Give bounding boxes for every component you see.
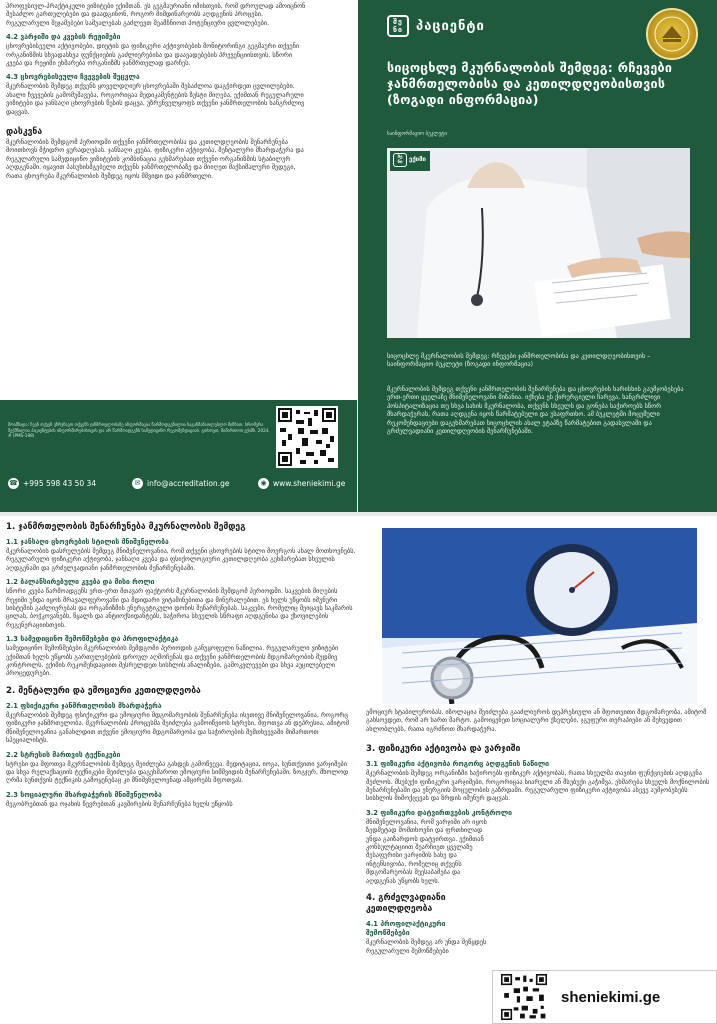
- contact-footer: [0, 400, 357, 512]
- section-2-3-continued: ემოციურ სტაბილურობას. იზოლაცია შეიძლება გააძლიეროს დეპრესიული ან შფოთვითი მდგომარეობა, ამიტომ გახსოვდეთ, რომ არ ხართ მარტო. გამოიყენეთ სოციალური ქსელები, ჯგუფური თერაპიები ან შეხვედით ახლობლებს, რათა იგრძნოთ მხარდაჭერა.: [366, 709, 707, 733]
- brand-header: [387, 15, 485, 37]
- left-column-text: [6, 2, 306, 181]
- globe-icon: ◉: [258, 478, 269, 489]
- website-contact[interactable]: [258, 478, 345, 489]
- conclusion-heading: დასკვნა: [6, 127, 43, 138]
- section-2-2-heading: 2.2 სტრესის მართვის ტექნიკები: [6, 750, 121, 759]
- inner-left-column: [6, 520, 356, 809]
- section-2-heading: 2. მენტალური და ემოციური კეთილდღეობა: [6, 685, 201, 696]
- brand-name: პაციენტი: [416, 18, 485, 34]
- cover-introduction: მკურნალობის შემდეგ თქვენი ჯანმრთელობის შენარჩუნება და ცხოვრების ხარისხის გაუმჯობესება ერთ-ერთი ყველაზე მნიშვნელოვანი მიზანია. იქნება ეს ქირურგიული ჩარევა, ხანგრძლივი ჰოსპიტალიზაცია თუ სხვა სახის მკურნალობა, თქვენს სხეულს და გონება საჭიროებს სწორ მხარდაჭერას, რათა აღდგენა იყოს წარმატებული და უსაფრთხო. ამ ბუკლეტში მოცემული რეკომენდაციები დაგეხმარებათ სიცოცხლის ახალ ეტაპზე წარმატებით გადასვლაში და გრძელვადიანი კეთილდღეობის შენარჩუნებაში.: [387, 386, 684, 436]
- qr-code-icon: [278, 408, 336, 466]
- website-url[interactable]: sheniekimi.ge: [561, 988, 661, 1006]
- seal-emblem-icon: [648, 10, 696, 58]
- section-4-1-body: მკურნალობის შემდეგ არ უნდა შეწყდეს რეგულარული შემოწმებები: [366, 939, 487, 955]
- website-qr-icon: [501, 974, 547, 1020]
- section-1-1-body: მკურნალობის დასრულების შემდეგ მნიშვნელოვანია, რომ თქვენი ცხოვრების სტილი მოერგოს ახალ მოთხოვნებს. რეგულარული ფიზიკური აქტივობა, ჯანსაღი კვება და ფსიქოლოგიური კეთილდღეობა გეხმარებათ სხეულის აღდგენაში და გრძელვადიანი ჯანმრთელობის შენარჩუნებაში.: [6, 548, 356, 572]
- cover-caption: სიცოცხლე მკურნალობის შემდეგ: რჩევები ჯანმრთელობისა და კეთილდღეობისთვის – საინფორმაციო ბუკლეტი (ზოგადი ინფორმაცია): [387, 353, 651, 369]
- brochure-inner-page: [0, 516, 717, 1024]
- section-1-3-body: სამედიცინო შემოწმებები მკურნალობის შემდგომი პერიოდის განუყოფელი ნაწილია. რეგულარული ვიზიტები ექიმთან ხელს უწყობს გართულებების დროულ აღმოჩენას და თქვენი ჯანმრთელობის მდგომარეობის მუდმივ კონტროლს. ექიმის რეკომენდაციით შესრულდეთ სისხლის ანალიზები, გამოკვლევები და სხვა აუცილებელი პროცედურები.: [6, 645, 339, 678]
- section-2-3-heading: 2.3 სოციალური მხარდაჭერის მნიშვნელობა: [6, 790, 162, 799]
- intro-paragraph: პროფესიულ-პრაქტიკული ვიზიტები ექიმთან. ეს გეგმაურიანი იმისთვის, რომ დროულად ამოიცნონ შესაძლო გართულებები და დაადგინონ, როგორ მიმდინარეობს აღდგენის პროცესი. რეგულარული შეჯამებები საშუალებას გაძლევთ შეამჩნიოთ პოტენციური ცვლილებები.: [6, 3, 306, 27]
- phone-number: +995 598 43 50 34: [23, 479, 97, 488]
- phone-icon: ☎: [9, 479, 18, 487]
- brand-logo: შე ნი: [387, 15, 409, 37]
- accreditation-seal-icon: [646, 8, 698, 60]
- section-4-3-heading: 4.3 ცხოვრებისეული ჩვევების შეცვლა: [6, 73, 140, 82]
- section-4-1-heading: 4.1 პროფილაქტიკური შემოწმებები: [366, 920, 446, 938]
- inner-right-column: [366, 708, 711, 956]
- section-3-2-heading: 3.2 ფიზიკური დატვირთვების კონტროლი: [366, 808, 512, 817]
- section-4-heading: 4. გრძელვადიანი კეთილდღეობა: [366, 893, 446, 915]
- stethoscope-photo: [382, 528, 697, 704]
- section-3-heading: 3. ფიზიკური აქტივობა და ვარჯიში: [366, 744, 521, 755]
- stethoscope-illustration: [382, 528, 697, 704]
- email-address: info@accreditation.ge: [147, 479, 230, 488]
- section-2-1-body: მკურნალობის შემდეგ ფსიქიკური და ემოციური მდგომარეობის შენარჩუნება ისეთივე მნიშვნელოვანია, როგორც ფიზიკური ჯანმრთელობა. მკურნალობის პროცესმა შეიძლება გამოიწვიოს სტრესი, შფოთვა ან დეპრესია, ამიტომ მნიშვნელოვანია განახლდით თქვენი ემოციური მდგომარეობა და საჭიროების შემთხვევაში მიმართოთ სპეციალისტს.: [6, 711, 349, 745]
- section-1-3-heading: 1.3 სამედიცინო შემოწმებები და პროფილაქტიკა: [6, 635, 179, 644]
- section-1-2-body: სწორი კვება წარმოადგენს ერთ-ერთ მთავარ ფაქტორს მკურნალობის შემდგომ პერიოდში. საკვების მიღების რეჟიმი უნდა იყოს მრავალფეროვანი და მდიდარი ვიტამინებითა და მინერალებით. ეს ხელს უწყობს იმუნური სისტემის გაძლიერებას და ორგანიზმის ენერგეტიკული დონის შენარჩუნებას. საკვები, რომელიც შეიცავს საკმარის ცილას, ბოჭკოვანებს, წყალს და ანტიოქსიდანტებს, საჭიროა სხეულის სწრაფი აღდგენისა და ქსოვილების რეგენერაციისთვის.: [6, 588, 353, 629]
- section-1-heading: 1. ჯანმრთელობის შენარჩუნება მკურნალობის შემდეგ: [6, 522, 246, 532]
- qr-code[interactable]: [276, 406, 338, 468]
- email-contact[interactable]: [132, 478, 229, 489]
- website-address: www.sheniekimi.ge: [273, 479, 346, 488]
- photo-label: ექიმი: [409, 156, 426, 163]
- section-4-2-body: ცხოვრებისეული აქტივობები, დიეტის და ფიზიკური აქტივობების მონიტორინგი გეგმაური თქვენი ორგანიზმის სხვადასხვა ფუნქციების გაძლიერებისა და დაავადებების პრევენციისთვის. სწორი კვება და რეჟიმი ეხმარება ორგანიზმს ჯანმრთელად დარჩეს.: [6, 43, 300, 68]
- section-2-2-body: სტრესი და შფოთვა მკურნალობის შემდეგ შეიძლება გახდეს გამოწვევა. მედიტაცია, იოგა, სუნთქვითი ვარჯიშები და სხვა რელაქსაციის ტექნიკები შეიძლება დაგეხმაროთ ემოციური სიმშვიდის შენარჩუნებაში. ზოგჯერ, მხოლოდ ღრმა სუნთქვის ტექნიკის გამოყენებაც კი მნიშვნელოვნად ამცირებს შფოთვას.: [6, 760, 349, 785]
- section-3-1-heading: 3.1 ფიზიკური აქტივობა როგორც აღდგენის ნაწილი: [366, 760, 549, 769]
- footer-disclaimer: მოამზადა: ჩვენ თქვენ ვზრუნავთ თქვენს ჯანმრთელობაზე ინფორმაცია წარმოდგენილია საგანმანათლებლო მიზნით. ბროშურა შექმნილია პაციენტების ინფორმირებისთვის და არ წარმოადგენს სამედიცინო რეკომენდაციას. გთხოვთ, მიმართოთ ექიმს. 2024. # (PMS-198): [8, 422, 270, 439]
- section-3-1-body: მკურნალობის შემდეგ ორგანიზმი საჭიროებს ფიზიკურ აქტივობას, რათა სხეულმა თავისი ფუნქციების აღდგენა შეძლოს. მსუბუქი ფიზიკური ვარჯიშები, როგორიცაა სიარული ან მსუბუქი გაჭიმვა, ეხმარება სხეულს მოქნილობის შენარჩუნებაში და ენერგიის მოცულობის გაზრდაში. რეგულარული ფიზიკური აქტივობა ასევე აუმჯობესებს სისხლის მიმოქცევას და ზრდის იმუნურ დაცვას.: [366, 770, 710, 803]
- photo-logo-icon: შე ნი: [393, 153, 407, 167]
- doctor-photo-illustration: [387, 148, 690, 338]
- section-4-2-heading: 4.2 ვარჯიში და კვების რეჟიმები: [6, 33, 121, 42]
- section-3-2-body: მნიშვნელოვანია, რომ ვარჯიში არ იყოს ზედმეტად მომთხოვნი და ფრთხილად უნდა გაიზარდოს დატვირთვა. ექიმთან კონსულტაციით შეარჩიეთ ყველაზე შესაფერისი ვარჯიშის სახე და ინტენსივობა, რომელიც თქვენს მდგომარეობას შეესაბამება და აღდგენას უწყობს ხელს.: [366, 818, 487, 885]
- section-2-1-heading: 2.1 ფსიქიკური ჯანმრთელობის მხარდაჭერა: [6, 701, 162, 710]
- section-2-3-body: მეგობრებთან და ოჯახის წევრებთან კავშირების შენარჩუნება ხელს უწყობს: [6, 800, 233, 808]
- conclusion-body: მკურნალობის შემდგომ პერიოდში თქვენი ჯანმრთელობისა და კეთილდღეობის შენარჩუნება მოითხოვს მჭიდრო ყურადღებას. ჯანსაღი კვება, ფიზიკური აქტივობა, მენტალური მხარდაჭერა და რეგულარული სამედიცინო ვიზიტების კომბინაცია გეხმარებათ თქვენი ორგანიზმის სტაბილურ აღდგენაში. იყავით პასუხისმგებელი თქვენს ჯანმრთელობაზე და მიიღეთ მაქსიმალური შედეგი, რათა ცხოვრება მკურნალობის შემდეგ იყოს მშვიდი და ჯანმრთელი.: [6, 139, 304, 180]
- section-1-1-heading: 1.1 ჯანსაღი ცხოვრების სტილის მნიშვნელობა: [6, 538, 169, 546]
- doctor-consultation-photo: [387, 148, 690, 338]
- phone-contact[interactable]: [8, 478, 96, 489]
- email-icon: ✉: [132, 478, 143, 489]
- section-4-3-body: მკურნალობის შემდეგ თქვენს ყოველდღიურ ცხოვრებაში შესაძლოა დაგჭირდეთ ცვლილებები. ახალი ჩვევების გამომუშავება, როგორიცაა მედიკამენტების ზუსტი მიღება, ექიმთან რეგულარული ვიზიტები და ჯანსაღი ცხოვრების წესის დაცვა, უზრუნველყოფს თქვენი ჯანმრთელობის ხანგრძლივ დაცვას.: [6, 83, 305, 116]
- cover-subtitle: საინფორმაციო ბუკლეტი: [387, 131, 447, 137]
- section-1-2-heading: 1.2 ბალანსირებული კვება და მისი როლი: [6, 578, 155, 587]
- website-qr-card[interactable]: [492, 970, 717, 1024]
- cover-title: სიცოცხლე მკურნალობის შემდეგ: რჩევები ჯანმრთელობისა და კეთილდღეობისთვის (ზოგადი ინფორმაცია): [387, 60, 673, 107]
